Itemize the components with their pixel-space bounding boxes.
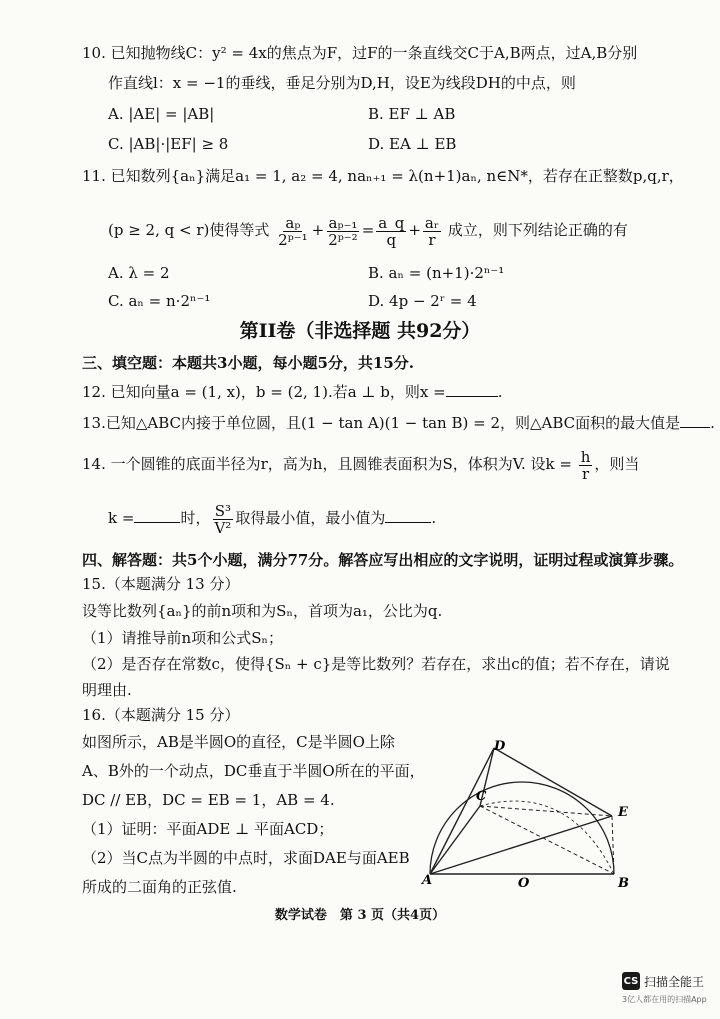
segment-ac	[430, 806, 480, 874]
q13-stem	[82, 412, 715, 434]
q15-part1: （1）请推导前n项和公式Sₙ；	[82, 629, 283, 647]
part2-title: 第II卷（非选择题 共92分）	[239, 320, 481, 342]
q14-k-den: r	[581, 464, 590, 483]
q11-fraction-3	[376, 215, 406, 248]
q16-part2: （2）当C点为半圆的中点时，求面DAE与面AEB	[82, 849, 410, 867]
q16-part1: （1）证明：平面ADE ⊥ 平面ACD；	[82, 820, 334, 838]
q14-answer-blank-1	[134, 508, 180, 523]
q13-end: .	[710, 414, 715, 432]
q15-heading: 15.（本题满分 13 分）	[82, 575, 240, 593]
scanner-badge-icon: CS	[622, 972, 640, 990]
q16-stem-line1: 如图所示，AB是半圆O的直径，C是半圆O上除	[82, 733, 395, 751]
segment-ae	[430, 816, 612, 874]
q14-k-num: h	[580, 447, 591, 466]
q14-line2c: 取得最小值，最小值为	[235, 509, 386, 527]
q13-answer-blank	[680, 413, 710, 428]
q11-option-c: C. aₙ = n·2ⁿ⁻¹	[108, 292, 211, 310]
q11-frac2-den: 2ᵖ⁻²	[328, 230, 358, 249]
label-o: O	[518, 876, 530, 890]
q11-option-d: D. 4p − 2ʳ = 4	[368, 292, 477, 310]
q16-stem-line3: DC // EB，DC = EB = 1，AB = 4.	[82, 791, 335, 809]
q11-stem-line2: (p ≥ 2, q < r)使得等式 $\frac{\text{aₚ}}{\text{2ᵖ⁻¹}}$ + $\frac{\text{aₚ₋₁}}{\text{2ᵖ⁻²}}$ = $\frac{a\_q}{q}$ + $\frac{\text{aᵣ}}{r}$ 成立，则下列结论正确的有	[108, 213, 628, 249]
q16-part2-cont: 所成的二面角的正弦值.	[82, 878, 237, 896]
q10-stem-line2: 作直线l：x = −1的垂线，垂足分别为D,H，设E为线段DH的中点，则	[108, 74, 576, 92]
q11-frac3-num: a_q	[378, 213, 405, 232]
q14-stem-line1	[82, 446, 639, 482]
q14-line1-end: ，则当	[594, 455, 640, 473]
segment-ce-dashed	[480, 806, 612, 816]
q15-stem: 设等比数列{aₙ}的前n项和为Sₙ，首项为a₁，公比为q.	[82, 602, 443, 620]
q10-option-c: C. |AB|·|EF| ≥ 8	[108, 135, 229, 153]
q14-answer-blank-2	[385, 508, 431, 523]
q12-end: .	[497, 383, 503, 401]
q11-fraction-2	[326, 215, 359, 248]
q14-line2b: 时，	[180, 509, 211, 527]
q11-frac2-num: aₚ₋₁	[328, 213, 358, 232]
q11-condition: (p ≥ 2, q < r)使得等式	[108, 221, 270, 239]
q14-line1: 14. 一个圆锥的底面半径为r，高为h，且圆锥表面积为S，体积为V. 设k =	[82, 455, 572, 473]
q11-frac4-num: aᵣ	[424, 213, 440, 232]
q15-part2: （2）是否存在常数c，使得{Sₙ + c}是等比数列？若存在，求出c的值；若不存在，请说	[82, 655, 670, 673]
label-d: D	[494, 739, 506, 754]
q11-option-b: B. aₙ = (n+1)·2ⁿ⁻¹	[368, 264, 505, 282]
label-c: C	[476, 789, 487, 804]
scanner-logo	[622, 972, 704, 990]
label-b: B	[618, 876, 629, 890]
q16-heading: 16.（本题满分 15 分）	[82, 706, 240, 724]
q10-option-b: B. EF ⊥ AB	[368, 105, 456, 123]
q10-option-d: D. EA ⊥ EB	[368, 135, 457, 153]
segment-ad	[430, 748, 494, 874]
q14-ratio-fraction	[212, 503, 233, 536]
q15-part2-cont: 明理由.	[82, 681, 132, 699]
q13-text: 13.已知△ABC内接于单位圆，且(1 − tan A)(1 − tan B) = 2，则△ABC面积的最大值是	[82, 414, 681, 432]
q14-f-den: V²	[214, 518, 232, 537]
q10-stem-line1: 10. 已知抛物线C：y² = 4x的焦点为F，过F的一条直线交C于A,B两点，过A,B分别	[82, 44, 638, 62]
q14-end: .	[431, 509, 437, 527]
q12-answer-blank	[446, 382, 498, 397]
q11-frac3-den: q	[386, 230, 397, 249]
label-a: A	[422, 873, 433, 888]
page-footer: 数学试卷 第 3 页（共4页）	[274, 908, 446, 923]
q12-stem	[82, 381, 502, 403]
q14-line2a: k =	[108, 509, 135, 527]
scanner-tagline: 3亿人都在用的扫描App	[622, 995, 707, 1004]
label-e: E	[618, 805, 628, 820]
q16-stem-line2: A、B外的一个动点，DC垂直于半圆O所在的平面，	[82, 762, 425, 780]
q11-stem-line1: 11. 已知数列{aₙ}满足a₁ = 1, a₂ = 4, naₙ₊₁ = λ(n+1)aₙ, n∈N*，若存在正整数p,q,r，	[82, 167, 684, 185]
q14-f-num: S³	[214, 501, 232, 520]
q11-option-a: A. λ = 2	[108, 264, 170, 282]
arc-dashed	[480, 801, 614, 874]
q10-option-a: A. |AE| = |AB|	[108, 105, 215, 123]
q11-frac4-den: r	[428, 230, 436, 249]
section4-header: 四、解答题：共5个小题，满分77分。解答应写出相应的文字说明，证明过程或演算步骤。	[82, 551, 684, 569]
q11-frac1-den: 2ᵖ⁻¹	[278, 230, 308, 249]
q11-tail: 成立，则下列结论正确的有	[447, 221, 628, 239]
q14-stem-line2	[108, 498, 436, 538]
q11-fraction-1	[276, 215, 309, 248]
q14-k-fraction	[579, 449, 593, 482]
q11-fraction-4	[423, 215, 441, 248]
section3-header: 三、填空题：本题共3小题，每小题5分，共15分.	[82, 354, 414, 372]
scanner-name: 扫描全能王	[644, 974, 705, 989]
q12-text: 12. 已知向量a = (1, x)，b = (2, 1).若a ⊥ b，则x =	[82, 383, 446, 401]
q16-geometry-figure	[418, 734, 638, 890]
q11-frac1-num: aₚ	[285, 213, 301, 232]
